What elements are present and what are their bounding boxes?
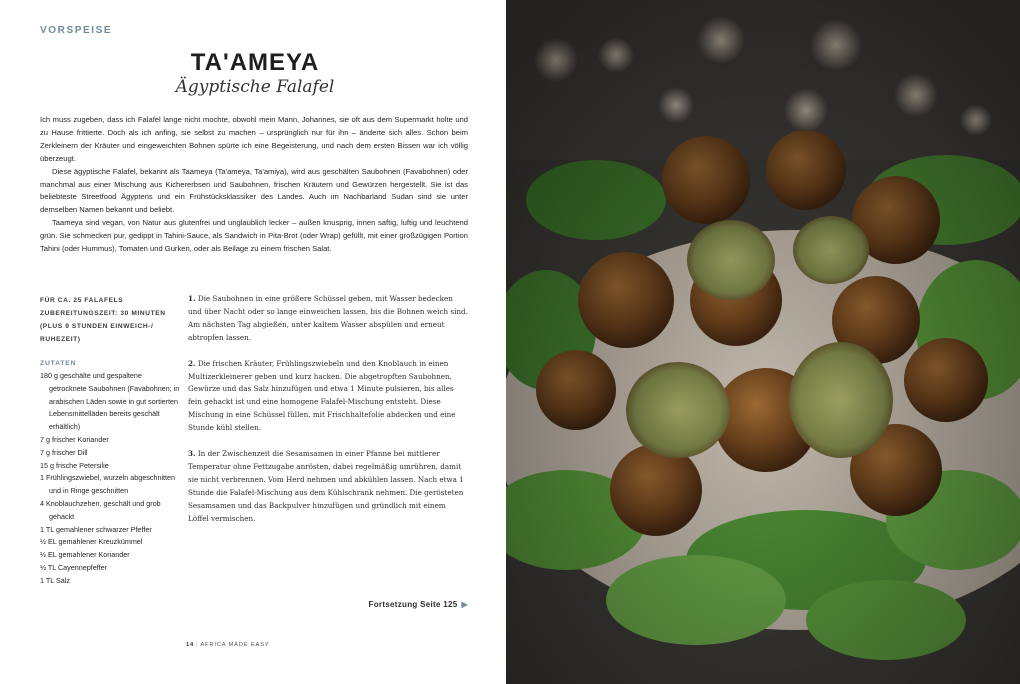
ingredient-item: ½ TL Cayennepfeffer <box>40 562 107 572</box>
step <box>188 448 468 525</box>
continue-text: Fortsetzung Seite 125 <box>368 600 458 609</box>
yield-text: FÜR CA. 25 FALAFELS <box>40 297 124 304</box>
section-label: VORSPEISE <box>40 25 113 36</box>
prep-time-text: RUHEZEIT) <box>40 336 81 343</box>
intro-text <box>40 114 468 256</box>
prep-time-text: ZUBEREITUNGSZEIT: 30 MINUTEN <box>40 310 166 317</box>
page-number: 14 <box>186 642 195 648</box>
recipe-subtitle: Ägyptische Falafel <box>175 77 335 97</box>
ingredient-item: 7 g frischer Koriander <box>40 434 109 444</box>
intro-paragraph: Taameya sind vegan, von Natur aus glutenfrei und unglaublich lecker – außen knusprig, innen saftig, luftig und leuchtend grün. Sie schmecken pur, gedippt in Tahini-Sauce, als Sandwich in Pita-Brot (oder Wrap) gefüllt, mit einer großzügigen Portion Tahini (oder Hummus), Tomaten und Gurken, oder als Beilage zu einem frischen Salat. <box>40 218 468 254</box>
step <box>188 293 468 345</box>
intro-paragraph: Diese ägyptische Falafel, bekannt als Taameya (Ta'ameya, Ta'amiya), wird aus geschälten Saubohnen (Favabohnen) oder manchmal aus einer Mischung aus Kichererbsen und Saubohnen, frischen Kräutern und Gewürzen hergestellt. Sie ist das beliebteste Streetfood Ägyptens und ein Frühstücksklassiker des Landes. Auch im Nachbarland Sudan sind sie unter demselben Namen bekannt und beliebt. <box>40 166 468 215</box>
continue-link[interactable] <box>369 600 468 609</box>
ingredients-heading: ZUTATEN <box>40 360 77 367</box>
step-number: 1. <box>188 294 196 303</box>
falafel-photo-illustration <box>506 0 1020 684</box>
step-text: Die frischen Kräuter, Frühlingszwiebeln und den Knoblauch in einen Multizerkleinerer geben und kurz hacken. Die abgetropften Saubohnen, Gewürze und das Salz hinzufügen und etwa 1 Minute pulsieren, bis alles fein gehackt ist und eine homogene Falafel-Mischung entsteht. Diese Mischung in eine Schüssel füllen, mit Frischhaltefolie abdecken und eine Stunde kühl stellen. <box>188 358 456 433</box>
footer-separator: | <box>196 642 199 648</box>
ingredient-item: ½ EL gemahlener Kreuzkümmel <box>40 537 143 547</box>
vignette <box>506 0 1020 684</box>
ingredient-item: 1 Frühlingszwiebel, wurzeln abgeschnitten und in Ringe geschnitten <box>40 473 176 496</box>
ingredient-item: 15 g frische Petersilie <box>40 460 109 470</box>
step <box>188 358 468 435</box>
left-page <box>0 0 506 684</box>
ingredient-item: 1 TL gemahlener schwarzer Pfeffer <box>40 524 152 534</box>
step-number: 3. <box>188 449 196 459</box>
ingredients-list <box>40 370 180 588</box>
ingredient-item: 4 Knoblauchzehen, geschält und grob gehackt <box>40 498 161 521</box>
falafel-photo <box>506 0 1020 684</box>
step-text: Die Saubohnen in eine größere Schüssel geben, mit Wasser bedecken und über Nacht oder so lange einweichen lassen, bis die Bohnen weich sind. Am nächsten Tag abgießen, unter kaltem Wasser abspülen und erneut abtropfen lassen. <box>188 294 468 342</box>
recipe-meta <box>40 294 180 346</box>
step-number: 2. <box>188 358 196 368</box>
page-footer <box>186 642 270 648</box>
ingredient-item: 180 g geschälte und gespaltene getrocknete Saubohnen (Favabohnen; in arabischen Läden sowie in gut sortierten Lebensmittelläden bereits geschält erhältlich) <box>40 371 180 432</box>
triangle-right-icon: ▶ <box>461 600 468 609</box>
book-title: AFRICA MADE EASY <box>200 642 270 648</box>
ingredient-item: ½ EL gemahlener Koriander <box>40 550 130 560</box>
recipe-title: TA'AMEYA <box>190 49 320 76</box>
ingredient-item: 1 TL Salz <box>40 575 70 585</box>
step-text: In der Zwischenzeit die Sesamsamen in einer Pfanne bei mittlerer Temperatur ohne Fettzugabe anrösten, dabei regelmäßig umrühren, damit sie nicht verbrennen. Vom Herd nehmen und abkühlen lassen. Nach etwa 1 Stunde die Falafel-Mischung aus dem Kühlschrank nehmen. Die gerösteten Sesamsamen und das Backpulver hinzufügen und gründlich mit einem Löffel vermischen. <box>188 449 464 523</box>
prep-time-text: (PLUS 9 STUNDEN EINWEICH-/ <box>40 323 154 330</box>
method-steps <box>188 293 468 539</box>
ingredient-item: 7 g frischer Dill <box>40 447 88 457</box>
intro-paragraph: Ich muss zugeben, dass ich Falafel lange nicht mochte, obwohl mein Mann, Johannes, sie oft aus dem Supermarkt holte und zu Hause frittierte. Doch als ich anfing, sie selbst zu machen – ursprünglich nur für ihn – änderte sich alles. Schon beim Zerkleinern der Kräuter und eingeweichten Bohnen spürte ich eine Begeisterung, und nach dem ersten Bissen war ich völlig überzeugt. <box>40 115 468 163</box>
